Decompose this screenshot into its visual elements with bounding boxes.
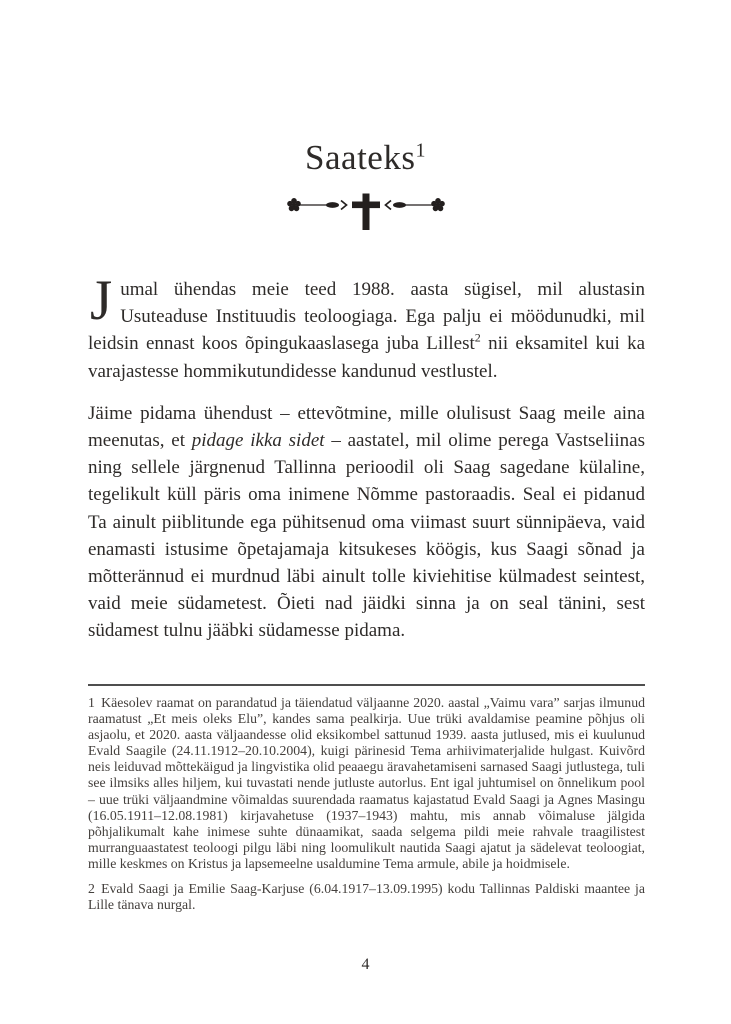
footnote-reference-2: 2 <box>474 331 481 346</box>
title-footnote-reference: 1 <box>415 139 426 162</box>
section-ornament <box>0 192 731 237</box>
footnote-1-text: Käesolev raamat on parandatud ja täiendatud väljaanne 2020. aastal „Vaimu vara” sarjas ilmunud raamatust „Et meis oleks Elu”, kandes sama pealkirja. Uue trüki avaldamise peamine põhjus oli asjaolu, et 2020. aasta väljaandesse olid eksikombel sattunud 1939. aasta jutlused, mis ei kuulunud Evald Saagile (24.11.1912–20.10.2004), kuigi pärinesid Tema arhiivimaterjalide hulgast. Kuivõrd neis leiduvad mõttekäigud ja lingvistika olid peaaegu äravahetamiseni sarnased Saagi jutlustega, tuli see ilmsiks alles hiljem, kui tuvastati nende jutluste autorlus. Ent igal juhtumisel on õnnelikum pool – uue trüki väljaandmine võimaldas suurendada raamatus kajastatud Evald Saagi ja Agnes Masingu (16.05.1911–12.08.1981) kirjavahetuse (1937–1943) mahtu, mis annab võimaluse jälgida põhjalikumalt kahe inimese suhte dünaamikat, saada selgema pildi meie rahvale traagilistest murranguaastatest teoloogi pilgu läbi ning loomulikult nautida Saagi ajatut ja sädelevat teoloogiat, mille keskmes on Kristus ja lapsemeelne usaldumine Tema armule, abile ja hoidmisele. <box>88 695 645 871</box>
paragraph-1 <box>88 269 646 385</box>
cross-icon <box>352 194 380 231</box>
footnote-2-text: Evald Saagi ja Emilie Saag-Karjuse (6.04.1917–13.09.1995) kodu Tallinnas Paldiski maantee ja Lille tänava nurgal. <box>88 881 645 913</box>
ornament-graphic <box>286 192 446 232</box>
footnote-2-number: 2 <box>88 881 95 897</box>
rosette-icon <box>287 198 301 211</box>
page-number: 4 <box>361 956 370 973</box>
footnote-2 <box>88 881 645 913</box>
paragraph-1-text-continued: nii eksamitel kui ka varajastesse hommikutundidesse kandunud vestlustel. <box>88 333 646 382</box>
footnote-1-number: 1 <box>88 695 95 710</box>
paragraph-2 <box>88 400 645 645</box>
dropcap-initial: J <box>90 269 113 332</box>
rosette-icon <box>431 198 445 211</box>
footnotes-section <box>88 684 645 913</box>
body-text <box>88 269 646 645</box>
leaf-arrow-icon <box>385 201 433 210</box>
paragraph-2-text-continued: – aastatel, mil olime perega Vastseliinas ning sellele järgnenud Tallinna perioodil oli Saag sagedane külaline, tegelikult küll päris oma inimene Nõmme pastoraadis. Seal ei pidanud Ta ainult piiblitunde ega pühitsenud oma viimast suurt sünnipäeva, vaid enamasti istusime õpetajamaja kitsukeses köögis, kus Saagi sõnad ja mõtterännud ei murdnud läbi ainult tolle kiviehitise külmadest seintest, vaid meie südametest. Õieti nad jäidki sinna ja on seal tänini, sest südamest tulnu jääbki südamesse pidama. <box>88 430 645 642</box>
footnote-1 <box>88 695 645 872</box>
paragraph-1-text: umal ühendas meie teed 1988. aasta sügisel, mil alustasin Usuteaduse Instituudis teoloogiaga. Ega palju ei möödunudki, mil leidsin ennast koos õpingukaaslasega juba Lillest <box>88 279 645 355</box>
page-title-text: Saateks <box>305 138 416 177</box>
paragraph-2-italic-phrase: pidage ikka sidet <box>191 430 325 452</box>
paragraph-2-text: Jäime pidama ühendust – ettevõtmine, mille olulisust Saag meile aina meenutas, et <box>88 402 645 452</box>
leaf-arrow-icon <box>299 201 347 210</box>
page-title <box>0 138 731 178</box>
